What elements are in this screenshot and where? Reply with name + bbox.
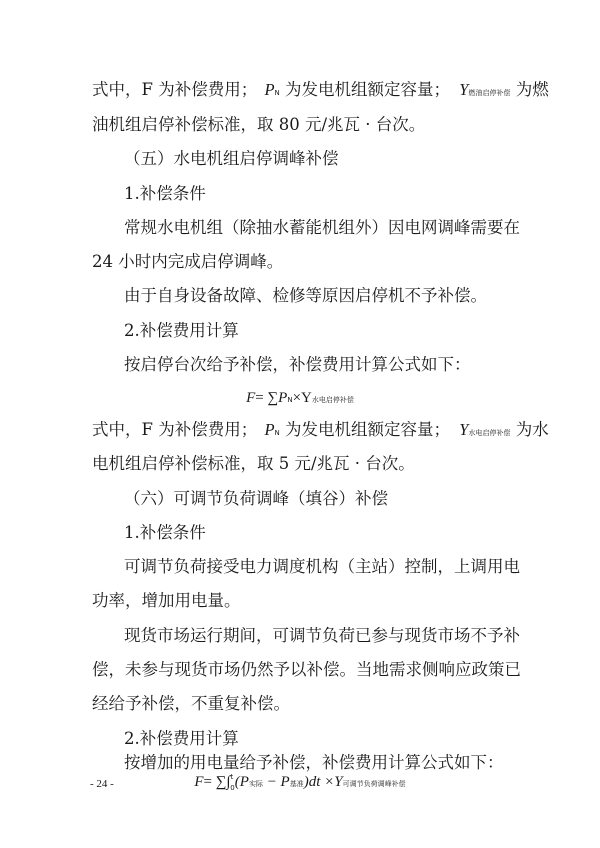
text-line: 油机组启停补偿标准，取 80 元/兆瓦 · 台次。 [92, 115, 426, 134]
section-heading: （五）水电机组启停调峰补偿 [124, 149, 339, 168]
subheading: 1.补偿条件 [124, 184, 206, 203]
text-line: 功率，增加用电量。 [92, 591, 241, 610]
text-line [92, 419, 549, 444]
text-line: 现货市场运行期间，可调节负荷已参与现货市场不予补 [124, 626, 520, 645]
text-line: 可调节负荷接受电力调度机构（主站）控制，上调用电 [124, 557, 520, 576]
symbol-pn: PN [264, 80, 280, 99]
formula-load: F= ∑∫$^t_0$(P实际 − P基准)dt ×Y可调节负荷调峰补偿 [194, 773, 406, 792]
section-heading: （六）可调节负荷调峰（填谷）补偿 [124, 489, 388, 508]
subheading: 1.补偿条件 [124, 523, 206, 542]
symbol-y: Y燃油启停补偿 [459, 80, 511, 99]
text-segment: 为水 [515, 420, 549, 439]
symbol-y: Y水电启停补偿 [459, 420, 511, 439]
text-segment: 为发电机组额定容量； [285, 80, 451, 99]
page-number: - 24 - [90, 778, 114, 790]
text-line: 常规水电机组（除抽水蓄能机组外）因电网调峰需要在 [124, 218, 520, 237]
text-line: 经给予补偿，不重复补偿。 [92, 694, 290, 713]
text-line: 电机组启停补偿标准，取 5 元/兆瓦 · 台次。 [92, 454, 415, 473]
text-line: 偿，未参与现货市场仍然予以补偿。当地需求侧响应政策已 [92, 660, 521, 679]
text-segment: 式中，F 为补偿费用； [92, 80, 258, 99]
text-segment: 为燃 [515, 80, 549, 99]
text-line: 按增加的用电量给予补偿，补偿费用计算公式如下： [124, 753, 504, 772]
text-line: 按启停台次给予补偿，补偿费用计算公式如下： [124, 355, 471, 374]
text-line: 由于自身设备故障、检修等原因启停机不予补偿。 [124, 286, 487, 305]
text-segment: 式中，F 为补偿费用； [92, 420, 258, 439]
subheading: 2.补偿费用计算 [124, 729, 239, 748]
text-line [92, 79, 549, 104]
text-segment: 为发电机组额定容量； [285, 420, 451, 439]
formula-hydro: F= ∑PN×Y水电启停补偿 [246, 390, 354, 406]
text-line: 24 小时内完成启停调峰。 [92, 252, 284, 271]
subheading: 2.补偿费用计算 [124, 321, 239, 340]
symbol-pn: PN [264, 420, 280, 439]
